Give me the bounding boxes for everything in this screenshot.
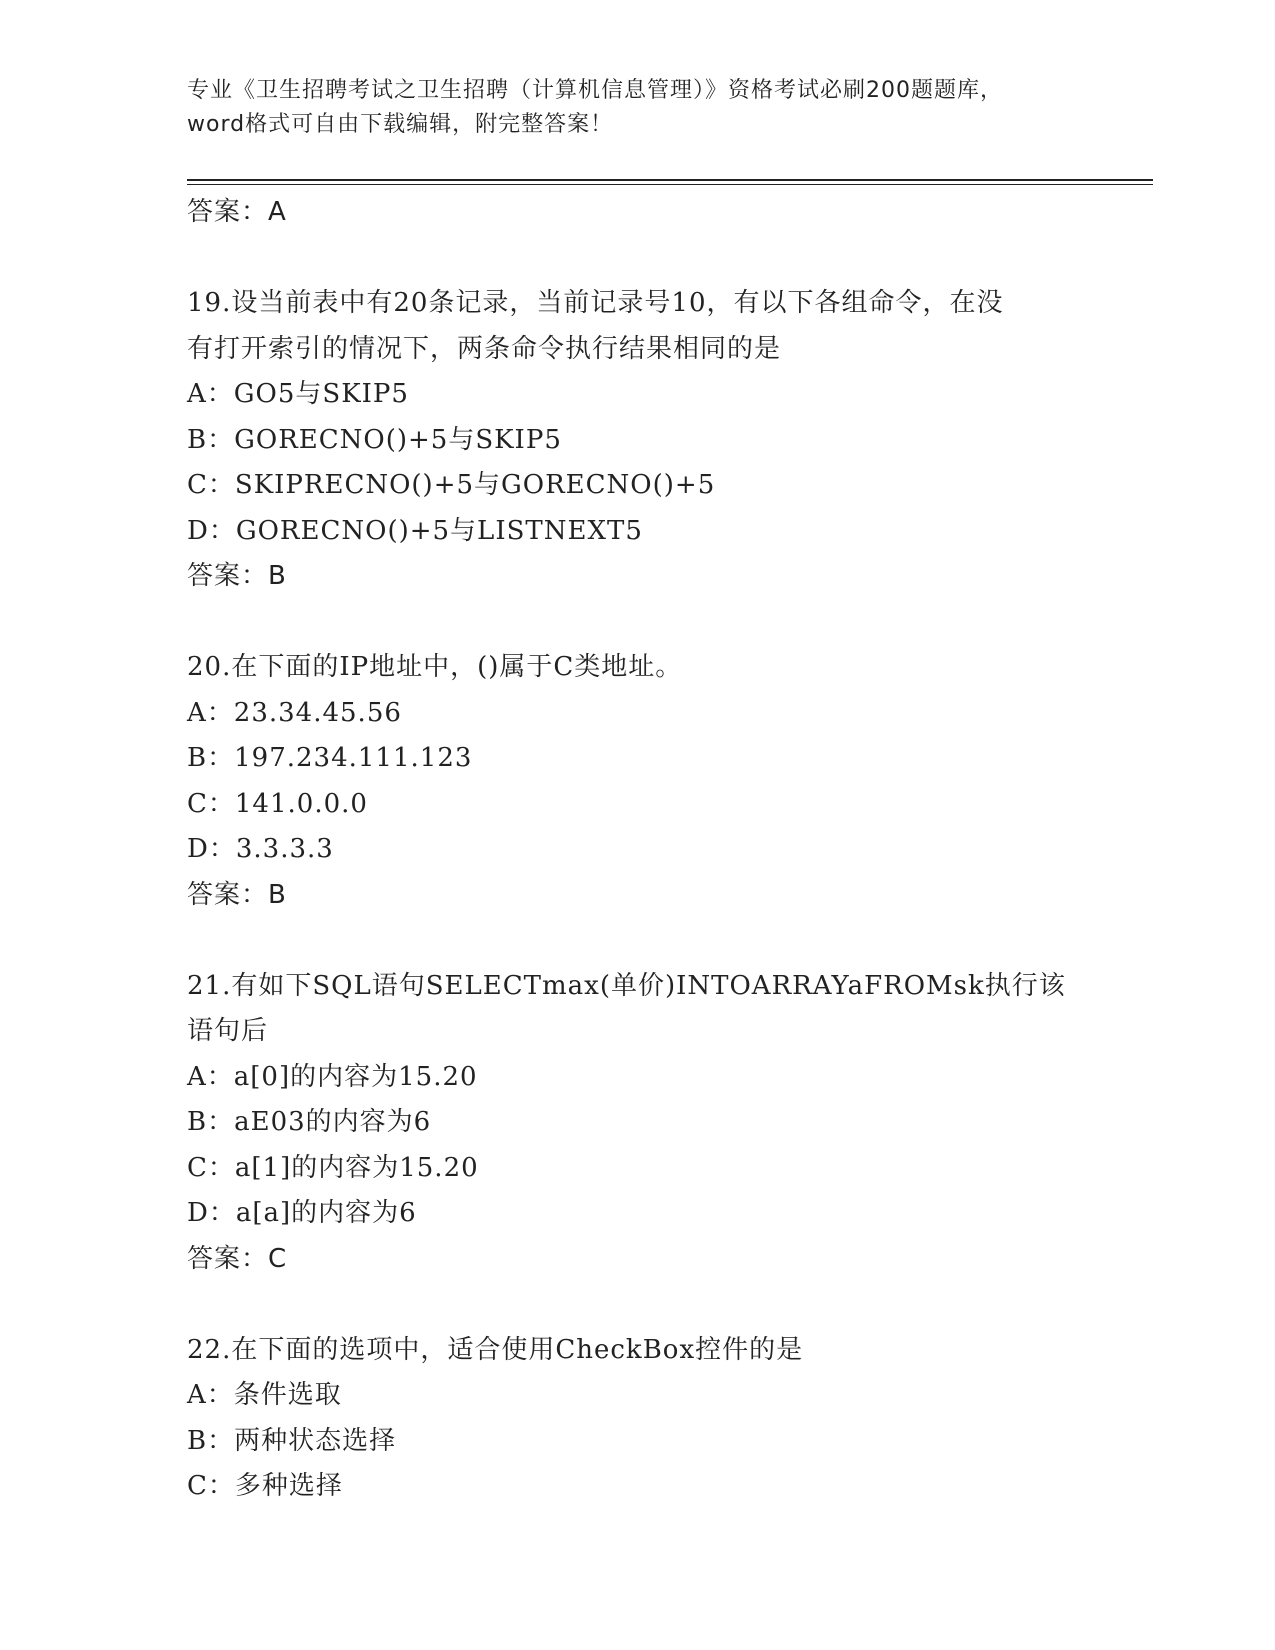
question-20 [187,645,1087,918]
option-b: B：两种状态选择 [187,1425,397,1456]
option-b: B：GORECNO()+5与SKIP5 [187,424,562,455]
question-title-line: 22.在下面的选项中，适合使用CheckBox控件的是 [187,1334,804,1365]
option-d: D：a[a]的内容为6 [187,1198,417,1228]
option-b: B：197.234.111.123 [187,743,473,773]
option-c: C：SKIPRECNO()+5与GORECNO()+5 [187,470,716,500]
question-title-line: 有打开索引的情况下，两条命令执行结果相同的是 [187,333,782,364]
option-d: D：GORECNO()+5与LISTNEXT5 [187,515,643,546]
document-header [187,74,1087,142]
question-21 [187,964,1087,1283]
option-c: C：多种选择 [187,1471,343,1501]
option-a: A：条件选取 [187,1380,342,1410]
question-22 [187,1328,1087,1510]
document-body [187,190,1087,1510]
question-19 [187,281,1087,600]
answer-label: 答案：B [187,561,287,591]
answer-label: 答案：B [187,879,287,910]
option-a: A：23.34.45.56 [187,697,402,728]
question-title-line: 21.有如下SQL语句SELECTmax(单价)INTOARRAYaFROMsk执行该语句后 [187,970,1066,1046]
option-c: C：a[1]的内容为15.20 [187,1152,479,1183]
option-c: C：141.0.0.0 [187,788,368,819]
option-b: B：aE03的内容为6 [187,1107,432,1137]
header-line-1: 专业《卫生招聘考试之卫生招聘（计算机信息管理）》资格考试必刷200题题库， [187,78,1003,103]
answer-label: 答案：A [187,197,287,227]
answer-label: 答案：C [187,1243,288,1274]
question-title-line: 19.设当前表中有20条记录，当前记录号10，有以下各组命令，在没 [187,288,1004,318]
question-title-line: 20.在下面的IP地址中，()属于C类地址。 [187,652,683,682]
option-d: D：3.3.3.3 [187,834,334,864]
header-rule-thin [187,184,1153,185]
option-a: A：GO5与SKIP5 [187,379,409,409]
header-line-2: word格式可自由下载编辑，附完整答案！ [187,112,614,137]
header-rule-thick [187,179,1153,181]
option-a: A：a[0]的内容为15.20 [187,1061,478,1092]
